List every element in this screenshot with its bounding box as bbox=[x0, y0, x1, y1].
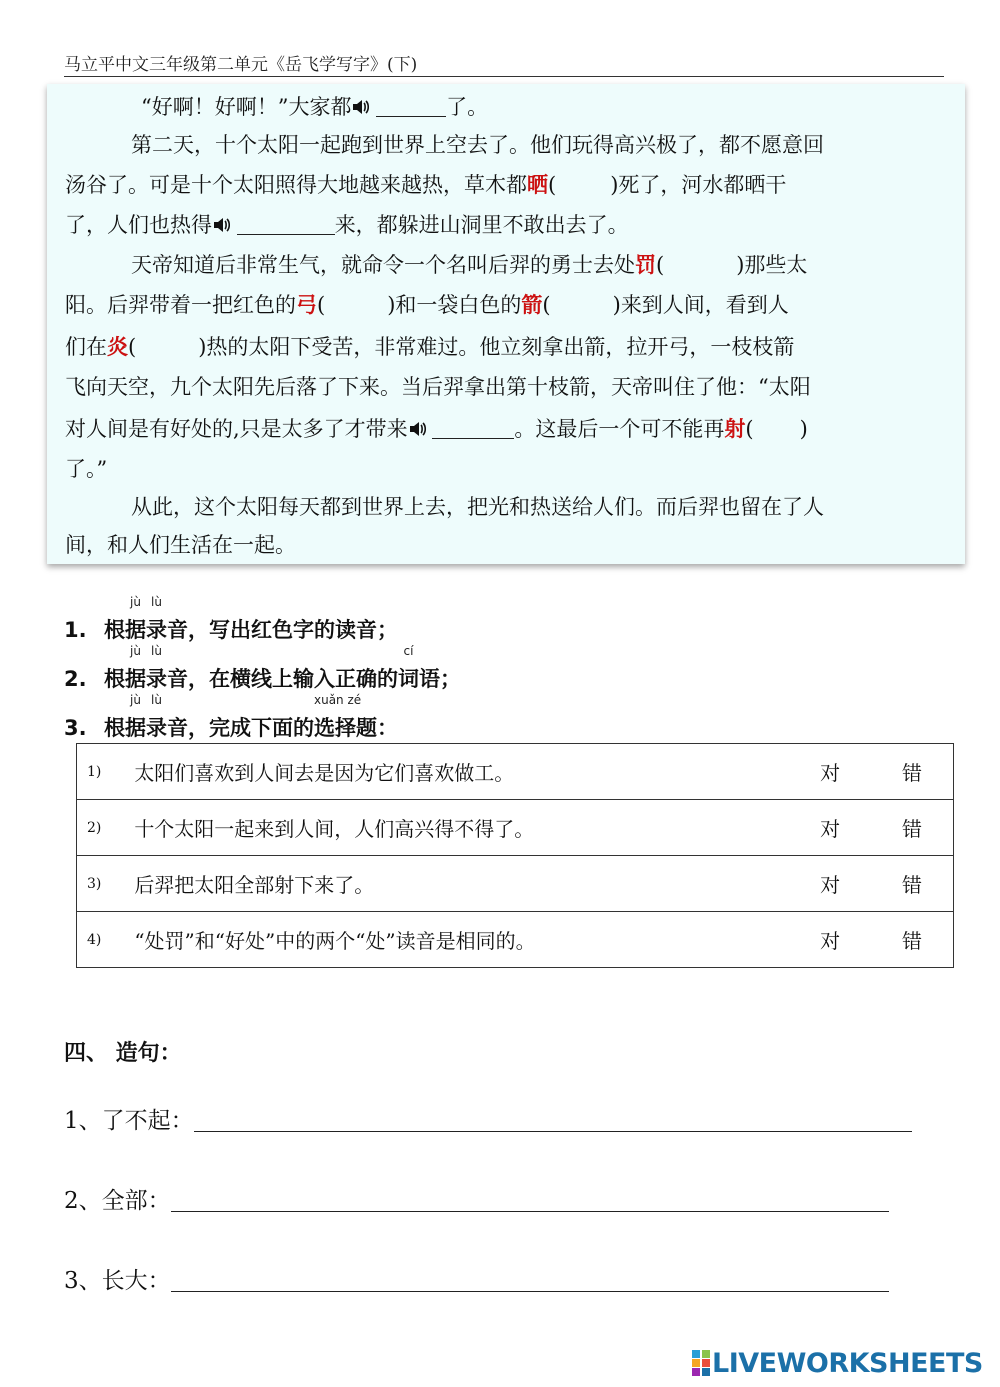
ruby-char: lù 录 bbox=[146, 644, 167, 691]
story-line: 对人间是有好处的,只是太多了才带来 。这最后一个可不能再射( ) bbox=[65, 416, 808, 441]
table-row: 1) 太阳们喜欢到人间去是因为它们喜欢做工。 对 错 bbox=[77, 744, 954, 800]
story-line: 了。” bbox=[65, 457, 108, 481]
ruby-char: lù 录 bbox=[146, 693, 167, 740]
speaker-icon[interactable] bbox=[212, 216, 230, 234]
answer-blank-3[interactable] bbox=[432, 418, 514, 439]
ruby-char: lù 录 bbox=[146, 595, 167, 642]
story-line: 间，和人们生活在一起。 bbox=[65, 533, 296, 557]
story-line: 飞向天空，九个太阳先后落了下来。当后羿拿出第十枝箭，天帝叫住了他：“太阳 bbox=[65, 375, 811, 399]
liveworksheets-logo: LIVEWORKSHEETS bbox=[692, 1348, 983, 1378]
true-option[interactable]: 对 bbox=[789, 912, 871, 968]
ruby-char: xuǎn zé 选择 bbox=[314, 693, 362, 740]
sentence-input[interactable] bbox=[171, 1269, 889, 1292]
ruby-char: jù 据 bbox=[125, 595, 146, 642]
red-char: 射 bbox=[724, 416, 746, 441]
page-header bbox=[64, 50, 944, 77]
true-option[interactable]: 对 bbox=[789, 800, 871, 856]
story-line: 天帝知道后非常生气，就命令一个名叫后羿的勇士去处罚( )那些太 bbox=[131, 252, 808, 277]
section-title: 四、 造句： bbox=[64, 1041, 182, 1066]
red-char: 弓 bbox=[296, 292, 317, 317]
story-line: 了，人们也热得 来，都躲进山洞里不敢出去了。 bbox=[65, 213, 629, 237]
story-line: 汤谷了。可是十个太阳照得大地越来越热，草木都晒( )死了，河水都晒干 bbox=[65, 172, 787, 197]
table-row: 4) “处罚”和“好处”中的两个“处”读音是相同的。 对 错 bbox=[77, 912, 954, 968]
story-line: 阳。后羿带着一把红色的弓( )和一袋白色的箭( )来到人间，看到人 bbox=[65, 292, 789, 317]
red-char: 罚 bbox=[635, 252, 656, 277]
false-option[interactable]: 错 bbox=[871, 800, 953, 856]
table-row: 3) 后羿把太阳全部射下来了。 对 错 bbox=[77, 856, 954, 912]
story-line: 们在炎( )热的太阳下受苦，非常难过。他立刻拿出箭，拉开弓，一枝枝箭 bbox=[65, 334, 795, 359]
false-option[interactable]: 错 bbox=[871, 912, 953, 968]
red-char: 晒 bbox=[527, 172, 548, 197]
false-option[interactable]: 错 bbox=[871, 744, 953, 800]
liveworksheets-logo-icon bbox=[692, 1350, 710, 1376]
ruby-char: cí 词 bbox=[398, 644, 419, 691]
ruby-char: jù 据 bbox=[125, 644, 146, 691]
speaker-icon[interactable] bbox=[351, 98, 369, 116]
red-char: 炎 bbox=[107, 334, 128, 359]
red-char: 箭 bbox=[521, 292, 543, 317]
table-row: 2) 十个太阳一起来到人间，人们高兴得不得了。 对 错 bbox=[77, 800, 954, 856]
answer-blank-2[interactable] bbox=[237, 214, 335, 235]
false-option[interactable]: 错 bbox=[871, 856, 953, 912]
story-line: 第二天，十个太阳一起跑到世界上空去了。他们玩得高兴极了，都不愿意回 bbox=[131, 133, 824, 157]
story-box bbox=[47, 84, 965, 564]
sentence-item: 1、了不起： bbox=[64, 1102, 912, 1135]
sentence-input[interactable] bbox=[171, 1189, 889, 1212]
speaker-icon[interactable] bbox=[408, 420, 426, 438]
sentence-input[interactable] bbox=[194, 1109, 912, 1132]
question-3: 3. 根 jù 据 lù 录音，完成下面的 xuǎn zé 选择题： bbox=[64, 693, 398, 740]
true-option[interactable]: 对 bbox=[789, 744, 871, 800]
true-false-table bbox=[76, 743, 954, 968]
question-1: 1. 根 jù 据 lù 录音，写出红色字的读音； bbox=[64, 595, 398, 642]
ruby-char: jù 据 bbox=[125, 693, 146, 740]
sentence-item: 3、长大： bbox=[64, 1262, 889, 1295]
page-title: 马立平中文三年级第二单元《岳飞学写字》(下) bbox=[64, 55, 418, 75]
question-2: 2. 根 jù 据 lù 录音，在横线上输入正确的 cí 词语； bbox=[64, 644, 461, 691]
story-line: 从此，这个太阳每天都到世界上去，把光和热送给人们。而后羿也留在了人 bbox=[131, 495, 824, 519]
sentence-item: 2、全部： bbox=[64, 1182, 889, 1215]
answer-blank-1[interactable] bbox=[376, 96, 446, 117]
story-line: “好啊！好啊！”大家都 了。 bbox=[141, 95, 489, 119]
true-option[interactable]: 对 bbox=[789, 856, 871, 912]
